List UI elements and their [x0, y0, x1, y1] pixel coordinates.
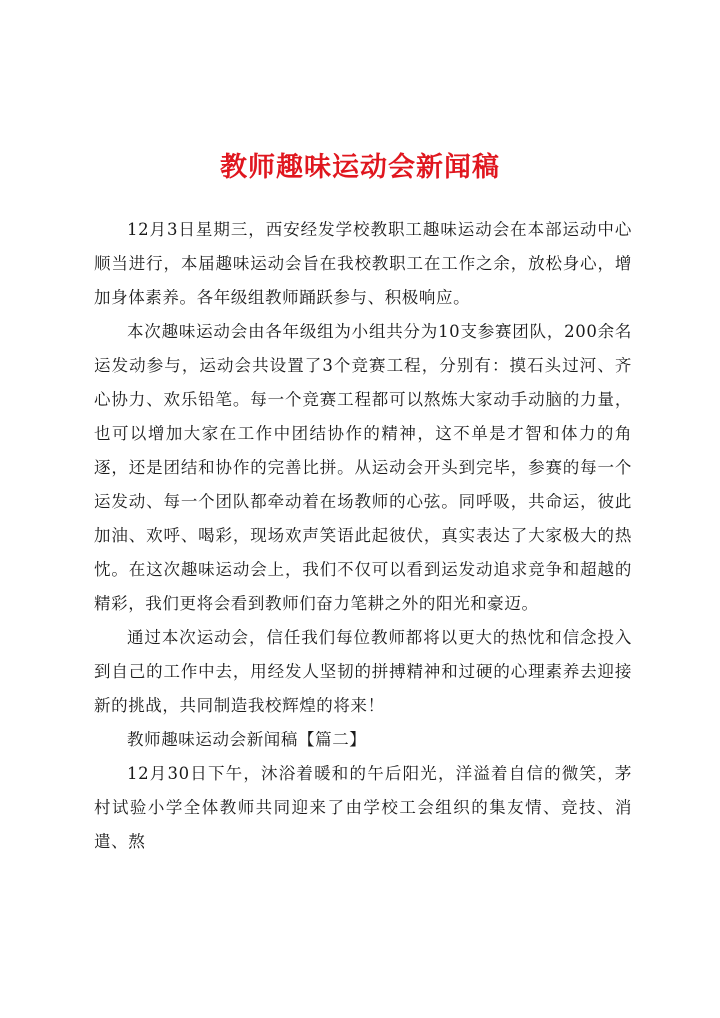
- paragraph-4: 12月30日下午，沐浴着暖和的午后阳光，洋溢着自信的微笑，茅村试验小学全体教师共同迎来了由学校工会组织的集友情、竞技、消遣、熬: [94, 764, 632, 851]
- document-title: 教师趣味运动会新闻稿: [220, 152, 500, 183]
- paragraph-1: 12月3日星期三，西安经发学校教职工趣味运动会在本部运动中心顺当进行，本届趣味运动会旨在我校教职工在工作之余，放松身心，增加身体素养。各年级组教师踊跃参与、积极响应。: [94, 220, 632, 307]
- section-subheading: 教师趣味运动会新闻稿【篇二】: [127, 730, 367, 749]
- document-body: [94, 213, 632, 859]
- paragraph-3: 通过本次运动会，信任我们每位教师都将以更大的热忱和信念投入到自己的工作中去，用经发人坚韧的拼搏精神和过硬的心理素养去迎接新的挑战，共同制造我校辉煌的将来！: [94, 628, 632, 715]
- paragraph-2: 本次趣味运动会由各年级组为小组共分为10支参赛团队，200余名运发动参与，运动会共设置了3个竞赛工程，分别有：摸石头过河、齐心协力、欢乐铅笔。每一个竞赛工程都可以熬炼大家动手动脑的力量，也可以增加大家在工作中团结协作的精神，这不单是才智和体力的角逐，还是团结和协作的完善比拼。从运动会开头到完毕，参赛的每一个运发动、每一个团队都牵动着在场教师的心弦。同呼吸，共命运，彼此加油、欢呼、喝彩，现场欢声笑语此起彼伏，真实表达了大家极大的热忱。在这次趣味运动会上，我们不仅可以看到运发动追求竞争和超越的精彩，我们更将会看到教师们奋力笔耕之外的阳光和豪迈。: [94, 322, 632, 613]
